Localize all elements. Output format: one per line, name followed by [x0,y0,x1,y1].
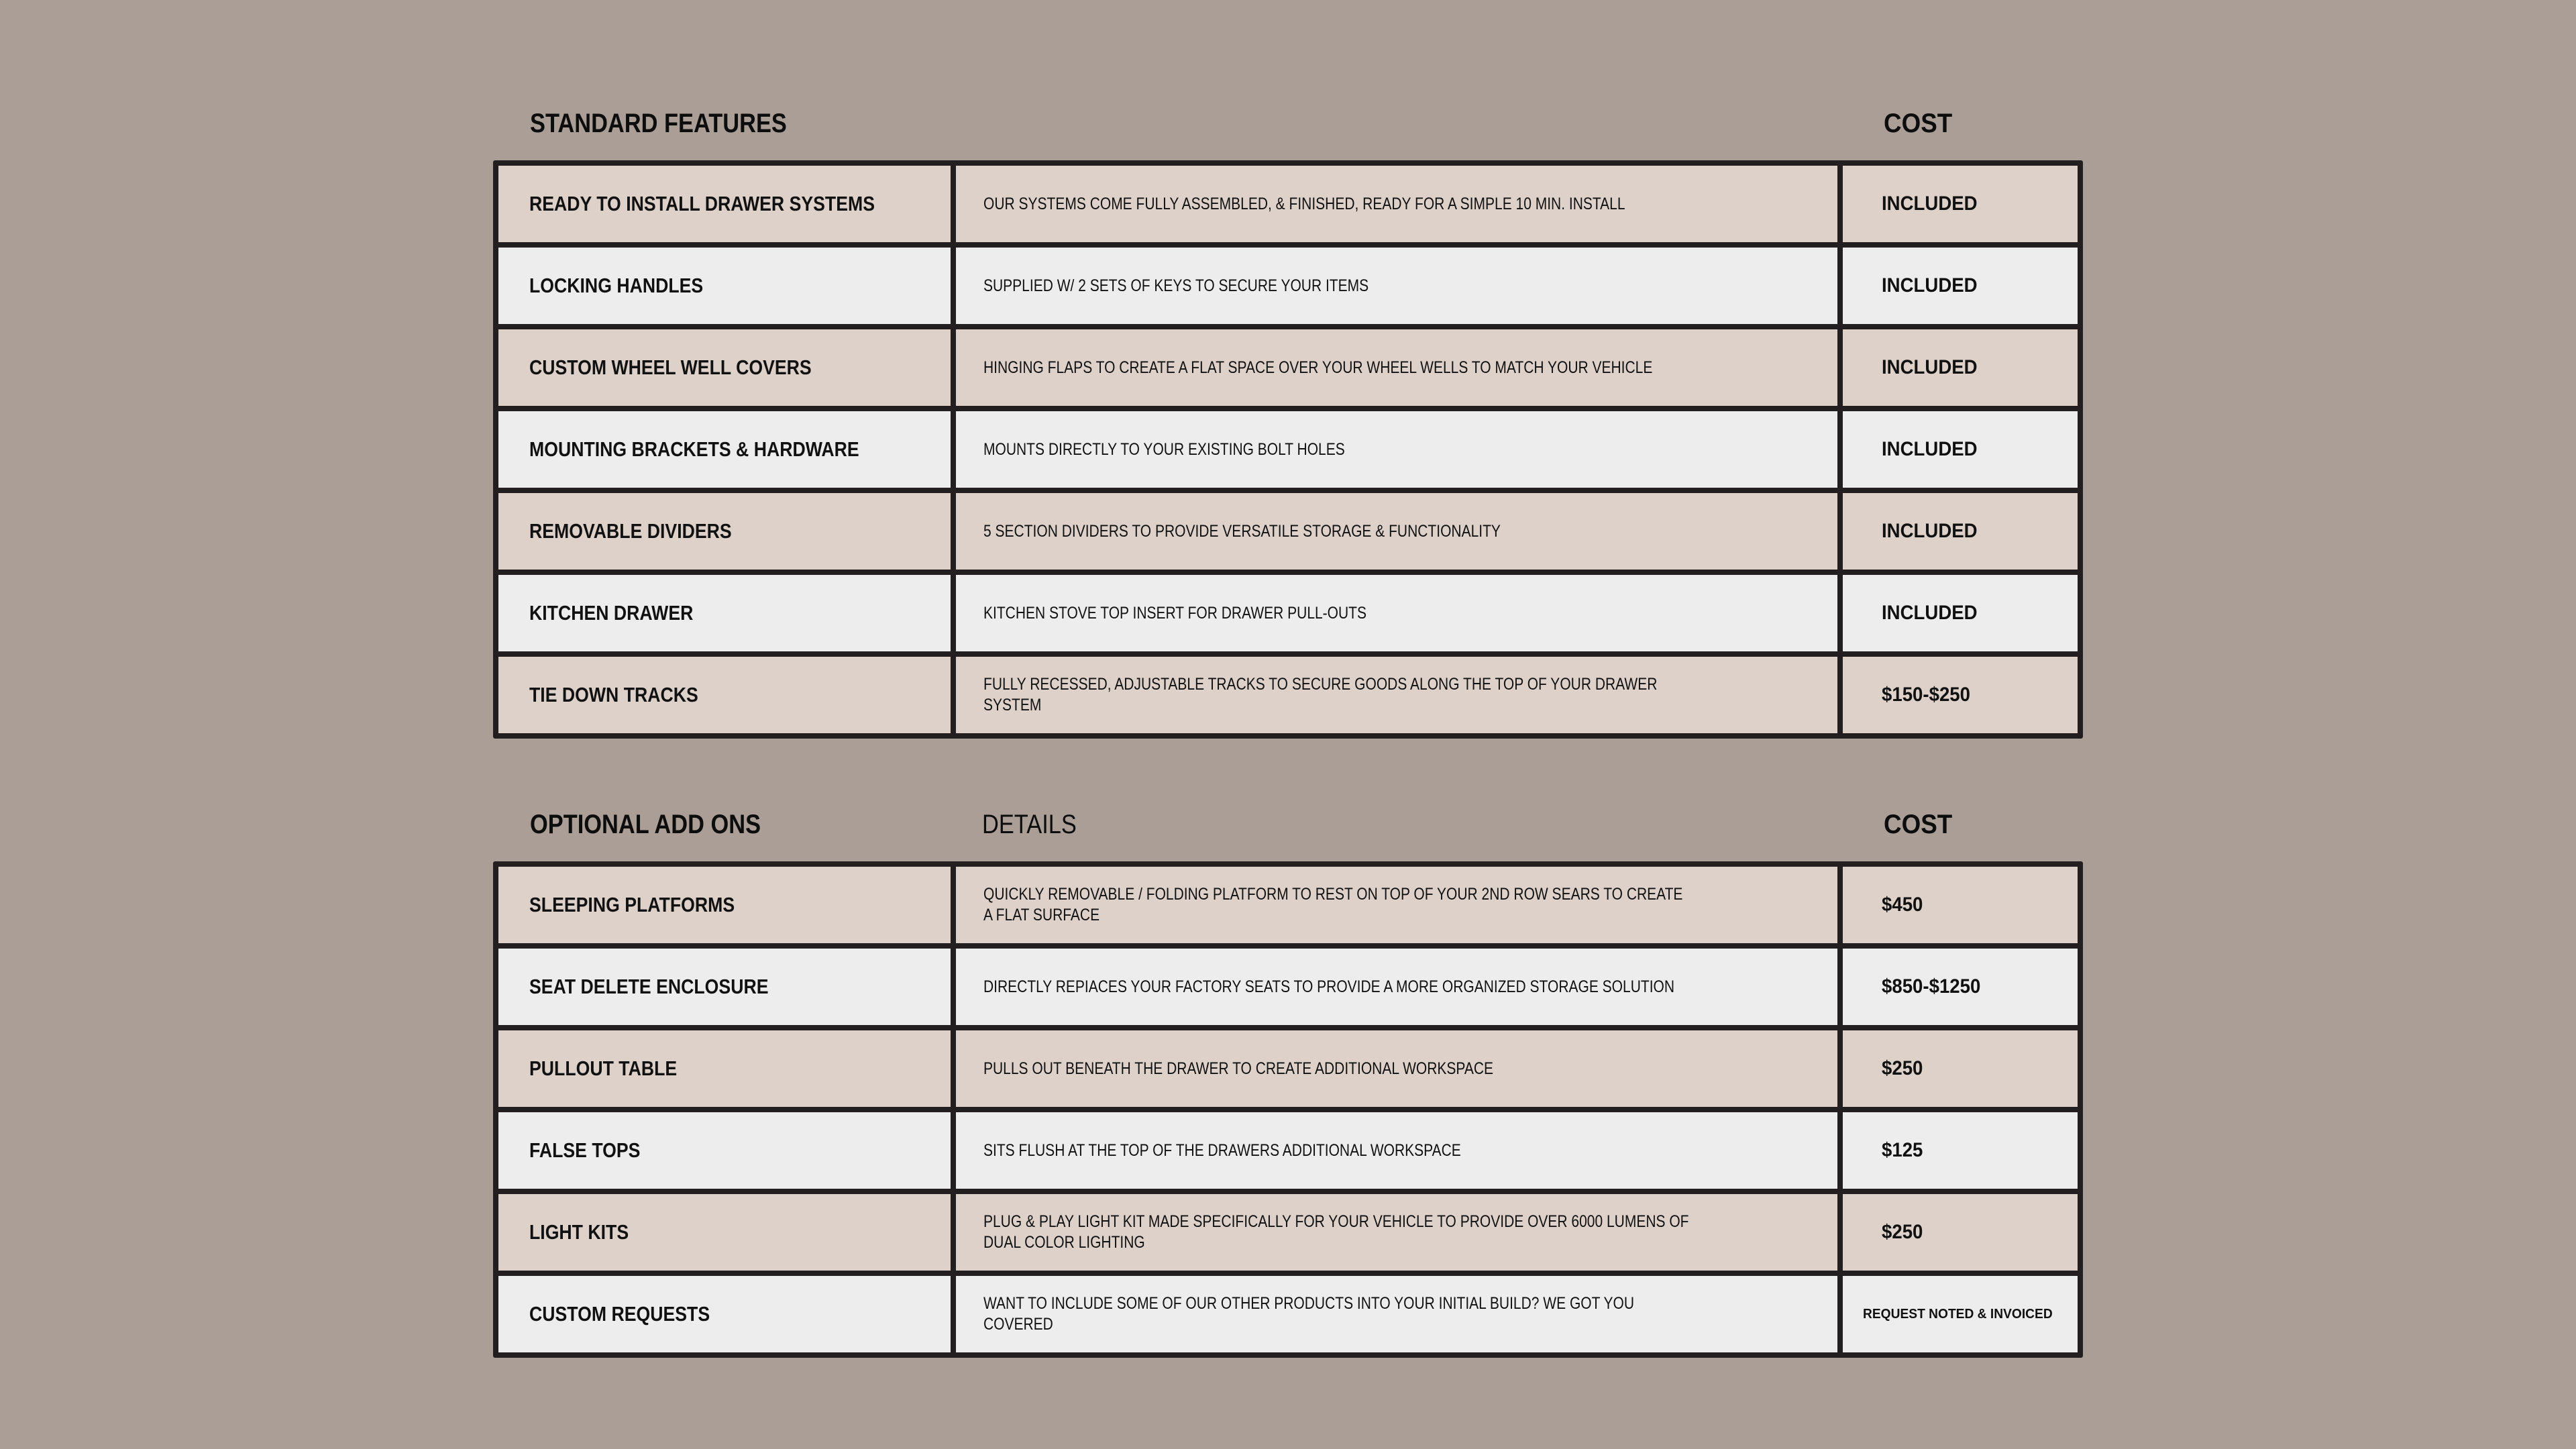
addon-name: PULLOUT TABLE [529,1057,678,1080]
addon-cost-cell [1843,867,2078,943]
feature-details-cell [956,575,1837,651]
details-heading: DETAILS [982,810,1077,839]
feature-name: CUSTOM WHEEL WELL COVERS [529,356,812,379]
optional-add-ons-table [493,861,2083,1358]
feature-details: 5 SECTION DIVIDERS TO PROVIDE VERSATILE STORAGE & FUNCTIONALITY [983,521,1501,541]
addon-name: FALSE TOPS [529,1138,641,1162]
addon-name-cell [498,949,951,1025]
feature-cost-cell [1843,575,2078,651]
addon-details: PULLS OUT BENEATH THE DRAWER TO CREATE ADDITIONAL WORKSPACE [983,1059,1494,1078]
addon-cost-cell [1843,1194,2078,1271]
addon-details-cell [956,1112,1837,1189]
addon-name-cell [498,867,951,943]
addon-cost: $450 [1882,894,1923,916]
feature-cost-cell [1843,248,2078,324]
addon-details-cell [956,1030,1837,1107]
feature-details: KITCHEN STOVE TOP INSERT FOR DRAWER PULL-OUTS [983,603,1367,623]
addon-name-cell [498,1030,951,1107]
feature-cost: INCLUDED [1882,274,1978,297]
feature-name-cell [498,248,951,324]
feature-details: HINGING FLAPS TO CREATE A FLAT SPACE OVER YOUR WHEEL WELLS TO MATCH YOUR VEHICLE [983,358,1653,377]
feature-details-cell [956,411,1837,488]
optional-cost-heading: COST [1884,810,1953,839]
feature-cost: INCLUDED [1882,520,1978,542]
feature-name: REMOVABLE DIVIDERS [529,519,732,543]
feature-cost-cell [1843,411,2078,488]
feature-name: KITCHEN DRAWER [529,601,694,625]
addon-cost: $250 [1882,1221,1923,1243]
addon-cost-cell [1843,949,2078,1025]
addon-name: SLEEPING PLATFORMS [529,893,735,916]
addon-cost-cell [1843,1030,2078,1107]
addon-name: SEAT DELETE ENCLOSURE [529,975,769,998]
addon-details: DIRECTLY REPIACES YOUR FACTORY SEATS TO PROVIDE A MORE ORGANIZED STORAGE SOLUTION [983,977,1675,996]
addon-cost: $850-$1250 [1882,975,1981,998]
feature-name: MOUNTING BRACKETS & HARDWARE [529,437,859,461]
standard-cost-heading: COST [1884,109,1953,138]
addon-details: PLUG & PLAY LIGHT KIT MADE SPECIFICALLY FOR YOUR VEHICLE TO PROVIDE OVER 6000 LUMENS OF DUAL COLOR LIGHTING [983,1212,1689,1252]
feature-cost-cell [1843,329,2078,406]
addon-name: CUSTOM REQUESTS [529,1302,710,1326]
feature-cost-cell [1843,657,2078,733]
feature-name-cell [498,329,951,406]
feature-name: LOCKING HANDLES [529,274,704,297]
feature-details-cell [956,493,1837,570]
addon-details: SITS FLUSH AT THE TOP OF THE DRAWERS ADDITIONAL WORKSPACE [983,1140,1461,1160]
feature-details: FULLY RECESSED, ADJUSTABLE TRACKS TO SECURE GOODS ALONG THE TOP OF YOUR DRAWER SYSTEM [983,675,1658,714]
feature-name-cell [498,166,951,242]
standard-features-table [493,160,2083,739]
addon-name-cell [498,1112,951,1189]
feature-name-cell [498,411,951,488]
feature-cost: $150-$250 [1882,684,1970,706]
feature-name: TIE DOWN TRACKS [529,683,698,706]
addon-name: LIGHT KITS [529,1220,629,1244]
feature-cost: INCLUDED [1882,356,1978,378]
feature-details: SUPPLIED W/ 2 SETS OF KEYS TO SECURE YOUR ITEMS [983,276,1369,295]
addon-cost-cell [1843,1112,2078,1189]
standard-features-heading: STANDARD FEATURES [530,109,787,138]
feature-cost: INCLUDED [1882,193,1978,215]
feature-details-cell [956,166,1837,242]
feature-details: MOUNTS DIRECTLY TO YOUR EXISTING BOLT HOLES [983,439,1345,459]
addon-details: WANT TO INCLUDE SOME OF OUR OTHER PRODUCTS INTO YOUR INITIAL BUILD? WE GOT YOU COVERED [983,1294,1635,1334]
addon-details-cell [956,949,1837,1025]
addon-details: QUICKLY REMOVABLE / FOLDING PLATFORM TO REST ON TOP OF YOUR 2ND ROW SEARS TO CREATE A FLAT SURFACE [983,885,1683,924]
feature-name-cell [498,575,951,651]
feature-details-cell [956,657,1837,733]
addon-cost: $125 [1882,1139,1923,1161]
feature-cost-cell [1843,166,2078,242]
addon-details-cell [956,1276,1837,1352]
optional-add-ons-heading: OPTIONAL ADD ONS [530,810,761,839]
feature-cost-cell [1843,493,2078,570]
feature-name: READY TO INSTALL DRAWER SYSTEMS [529,192,875,215]
addon-name-cell [498,1276,951,1352]
addon-cost: $250 [1882,1057,1923,1079]
feature-cost: INCLUDED [1882,438,1978,460]
feature-details-cell [956,329,1837,406]
feature-cost: INCLUDED [1882,602,1978,624]
addon-cost-cell [1843,1276,2078,1352]
addon-details-cell [956,867,1837,943]
feature-details: OUR SYSTEMS COME FULLY ASSEMBLED, & FINISHED, READY FOR A SIMPLE 10 MIN. INSTALL [983,194,1625,213]
feature-name-cell [498,493,951,570]
feature-details-cell [956,248,1837,324]
feature-name-cell [498,657,951,733]
addon-details-cell [956,1194,1837,1271]
addon-cost: REQUEST NOTED & INVOICED [1863,1306,2053,1322]
addon-name-cell [498,1194,951,1271]
